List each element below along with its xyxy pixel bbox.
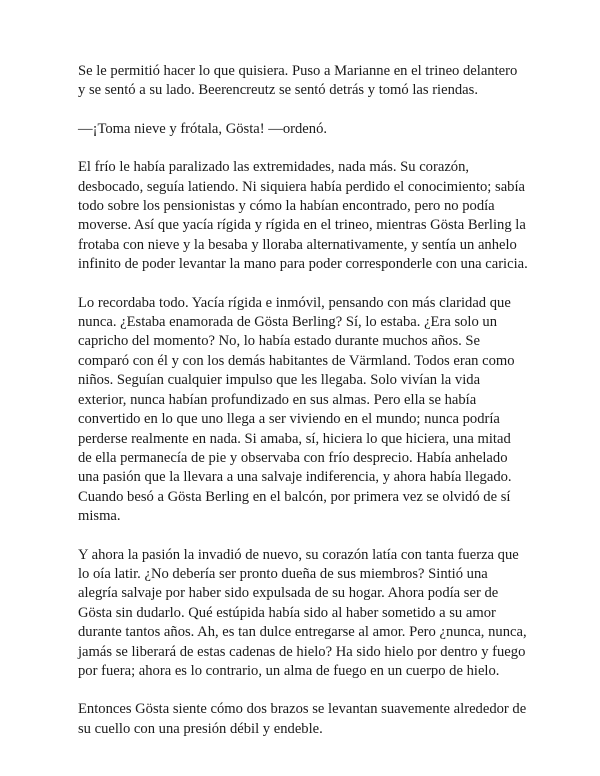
- paragraph-5: Y ahora la pasión la invadió de nuevo, su corazón latía con tanta fuerza que lo oía latir. ¿No debería ser pronto dueña de sus miembros? Sintió una alegría salvaje por haber sido expulsada de su hogar. Ahora podía ser de Gösta sin dudarlo. Qué estúpida había sido al haber sometido a su amor durante tantos años. Ah, es tan dulce entregarse al amor. Pero ¿nunca, nunca, jamás se liberará de estas cadenas de hielo? Ha sido hielo por dentro y fuego por fuera; ahora es lo contrario, un alma de fuego en un cuerpo de hielo.: [78, 546, 527, 679]
- document-body: [78, 62, 528, 758]
- paragraph-3: El frío le había paralizado las extremidades, nada más. Su corazón, desbocado, seguía latiendo. Ni siquiera había perdido el conocimiento; sabía todo sobre los pensionistas y cómo la habían encontrado, pero no podía moverse. Así que yacía rígida y rígida en el trineo, mientras Gösta Berling la frotaba con nieve y la besaba y lloraba alternativamente, y sentía un anhelo infinito de poder levantar la mano para poder corresponderle con una caricia.: [78, 159, 528, 273]
- paragraph-4: Lo recordaba todo. Yacía rígida e inmóvil, pensando con más claridad que nunca. ¿Estaba enamorada de Gösta Berling? Sí, lo estaba. ¿Era solo un capricho del momento? No, lo había estado durante muchos años. Se comparó con él y con los demás habitantes de Värmland. Todos eran como niños. Seguían cualquier impulso que les llegaba. Solo vivían la vida exterior, nunca habían profundizado en sus almas. Pero ella se había convertido en lo que uno llega a ser viviendo en el mundo; nunca podría perderse realmente en nada. Si amaba, sí, hiciera lo que hiciera, una mitad de ella permanecía de pie y observaba con frío desprecio. Había anhelado una pasión que la llevara a una salvaje indiferencia, y ahora había llegado. Cuando besó a Gösta Berling en el balcón, por primera vez se olvidó de sí misma.: [78, 294, 515, 525]
- paragraph-1: Se le permitió hacer lo que quisiera. Puso a Marianne en el trineo delantero y se sentó a su lado. Beerencreutz se sentó detrás y tomó las riendas.: [78, 63, 518, 99]
- paragraph-2: —¡Toma nieve y frótala, Gösta! —ordenó.: [78, 120, 328, 137]
- paragraph-6: Entonces Gösta siente cómo dos brazos se levantan suavemente alrededor de su cuello con una presión débil y endeble.: [78, 701, 527, 737]
